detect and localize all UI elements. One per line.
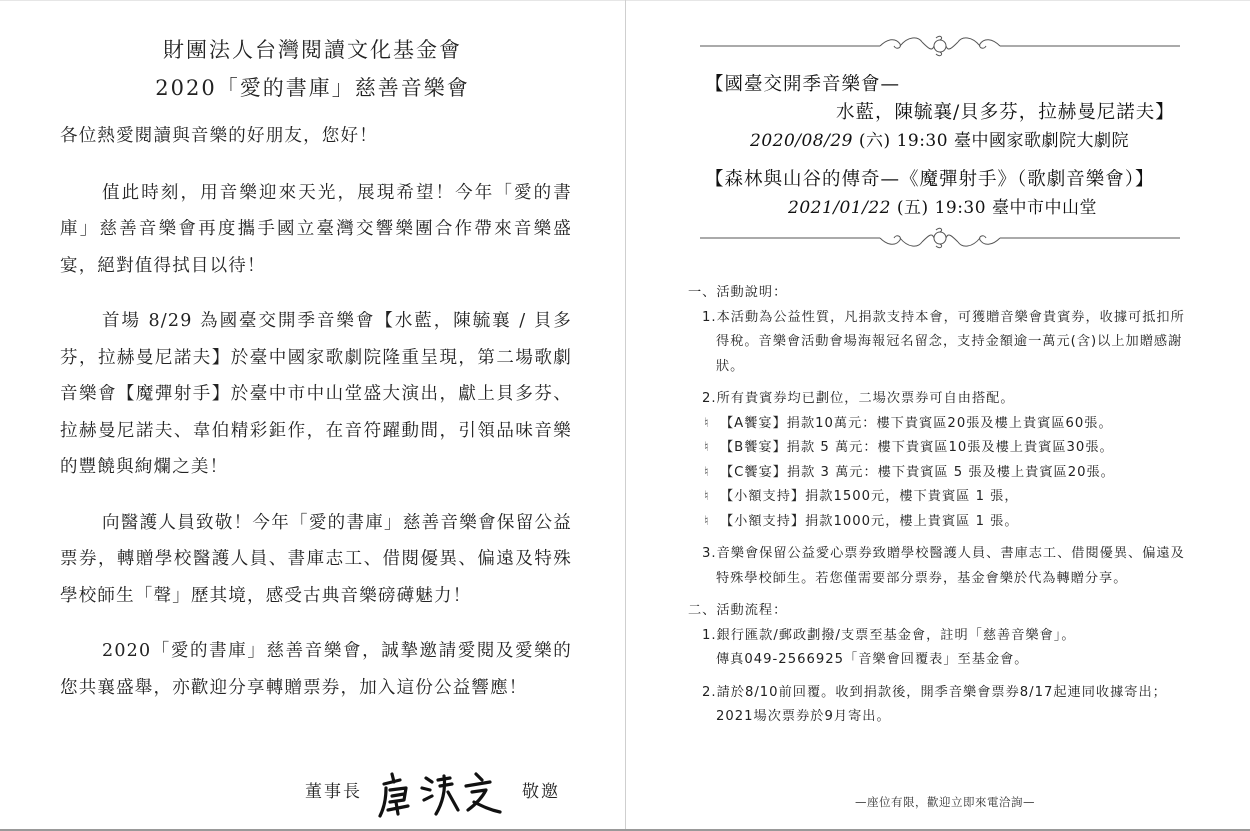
foundation-title: 財團法人台灣閱讀文化基金會 [163, 38, 462, 62]
section1-item2: 2.所有貴賓券均已劃位，二場次票券可自由搭配。 [702, 391, 1015, 406]
signature-block [0, 770, 625, 820]
letter-paragraph-4: 2020「愛的書庫」慈善音樂會，誠摯邀請愛閱及愛樂的您共襄盛舉，亦歡迎分享轉贈票券，加入這份公益響應！ [60, 641, 572, 698]
letter-body [60, 118, 572, 725]
section2-title: 二、活動流程： [688, 603, 788, 618]
page-fold-divider [625, 0, 626, 831]
donation-options [688, 412, 1198, 535]
section1-item3: 3.音樂會保留公益愛心票券致贈學校醫護人員、書庫志工、借閱優異、偏遠及特殊學校師生。若您僅需要部分票券，基金會樂於代為轉贈分享。 [702, 546, 1185, 586]
section2-item1-fax: 傳真049-2566925「音樂會回覆表」至基金會。 [716, 652, 1029, 667]
concert2-schedule [788, 193, 1097, 218]
music-note-icon: ♮ [704, 415, 710, 431]
concert1-time-venue: 19:30 臺中國家歌劇院大劇院 [896, 131, 1129, 151]
donation-option [704, 510, 1198, 535]
option-text: 【C饗宴】捐款 3 萬元：樓下貴賓區 5 張及樓上貴賓區20張。 [720, 464, 1115, 480]
option-text: 【小額支持】捐款1000元，樓上貴賓區 1 張。 [720, 513, 1019, 529]
concert1-weekday: (六) [858, 131, 891, 151]
music-note-icon: ♮ [704, 464, 710, 480]
section2-item1: 1.銀行匯款/郵政劃撥/支票至基金會，註明「慈善音樂會」。 [702, 627, 1076, 643]
concert2-date: 2021/01/22 [788, 198, 891, 218]
footer-note: —座位有限，歡迎立即來電洽詢— [855, 795, 1035, 809]
concert1-schedule [750, 126, 1129, 151]
option-text: 【小額支持】捐款1500元，樓下貴賓區 1 張， [720, 489, 1019, 504]
donation-option [704, 485, 1198, 510]
concert1-date: 2020/08/29 [750, 131, 853, 151]
section2-item2: 2.請於8/10前回覆。收到捐款後，開季音樂會票券8/17起連同收據寄出；2021場次票券於9月寄出。 [702, 684, 1167, 724]
letter-paragraph-2: 首場 8/29 為國臺交開季音樂會【水藍，陳毓襄 / 貝多芬，拉赫曼尼諾夫】於臺中國家歌劇院隆重呈現，第二場歌劇音樂會【魔彈射手】於臺中市中山堂盛大演出，獻上貝多芬、拉赫曼尼諾夫、韋伯精彩鉅作，在音符躍動間，引領品味音樂的豐饒與絢爛之美！ [60, 311, 572, 477]
music-note-icon: ♮ [704, 513, 710, 529]
donation-option [704, 412, 1198, 437]
letter-paragraph-3: 向醫護人員致敬！今年「愛的書庫」慈善音樂會保留公益票券，轉贈學校醫護人員、書庫志工、借閱優異、偏遠及特殊學校師生「聲」歷其境，感受古典音樂磅礡魅力！ [60, 512, 572, 606]
greeting: 各位熱愛閱讀與音樂的好朋友，您好！ [60, 126, 378, 146]
music-note-icon: ♮ [704, 489, 710, 504]
donation-option [704, 436, 1198, 461]
signature-regards: 敬邀 [522, 782, 560, 802]
section1-title: 一、活動說明： [688, 285, 788, 300]
donation-option [704, 461, 1198, 486]
option-text: 【A饗宴】捐款10萬元：樓下貴賓區20張及樓上貴賓區60張。 [720, 415, 1113, 431]
concert1-title-line2: 水藍，陳毓襄/貝多芬，拉赫曼尼諾夫】 [836, 102, 1175, 123]
music-note-icon: ♮ [704, 440, 710, 455]
flourish-ornament-top [700, 34, 1180, 58]
concert2-weekday: (五) [896, 198, 929, 218]
section1-item1: 1.本活動為公益性質，凡捐款支持本會，可獲贈音樂會貴賓券，收據可抵扣所得稅。音樂會活動會場海報冠名留念，支持金額逾一萬元(含)以上加贈感謝狀。 [702, 309, 1185, 374]
handwritten-signature [378, 770, 508, 820]
letter-paragraph-1: 值此時刻，用音樂迎來天光，展現希望！今年「愛的書庫」慈善音樂會再度攜手國立臺灣交響樂團合作帶來音樂盛宴，絕對值得拭目以待！ [60, 182, 572, 276]
signature-role: 董事長 [305, 782, 362, 802]
concert1-title-line1: 【國臺交開季音樂會— [705, 74, 901, 95]
option-text: 【B饗宴】捐款 5 萬元：樓下貴賓區10張及樓上貴賓區30張。 [720, 440, 1114, 455]
concert2-title: 【森林與山谷的傳奇—《魔彈射手》（歌劇音樂會）】 [705, 169, 1155, 190]
event-title: 2020「愛的書庫」慈善音樂會 [155, 76, 470, 100]
concert2-time-venue: 19:30 臺中市中山堂 [934, 198, 1097, 218]
event-details [688, 281, 1198, 738]
flourish-ornament-bottom [700, 226, 1180, 250]
